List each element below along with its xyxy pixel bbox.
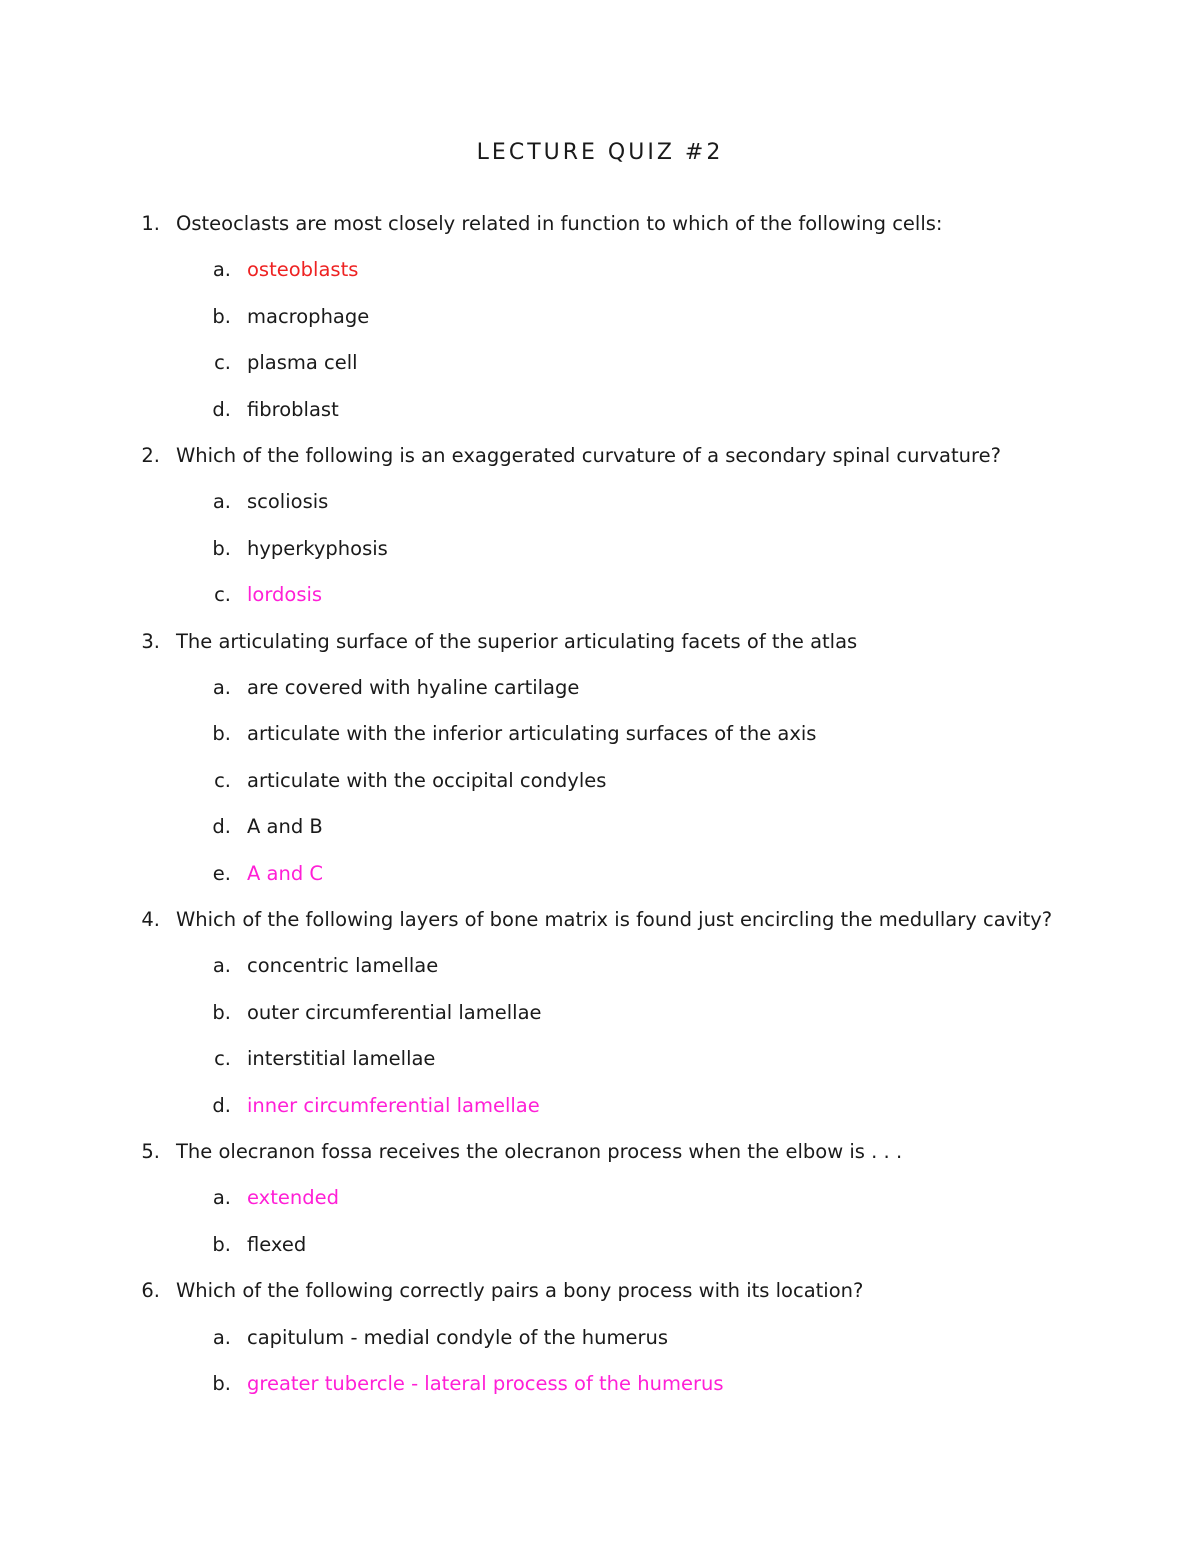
option-letter: c.	[214, 351, 231, 374]
option-text: A and B	[247, 815, 323, 838]
option-text: are covered with hyaline cartilage	[247, 676, 580, 699]
question-text: Which of the following correctly pairs a bony process with its location?	[176, 1279, 864, 1302]
option-text: greater tubercle - lateral process of the humerus	[247, 1372, 724, 1395]
option-text: concentric lamellae	[247, 954, 439, 977]
question-number: 5.	[141, 1140, 160, 1163]
option-letter: a.	[212, 1186, 231, 1209]
option-text: extended	[247, 1186, 339, 1209]
option-letter: b.	[212, 1001, 231, 1024]
option-letter: b.	[212, 722, 231, 745]
option-letter: a.	[212, 954, 231, 977]
option-text: A and C	[247, 862, 324, 885]
option-letter: c.	[214, 583, 231, 606]
option-letter: b.	[212, 537, 231, 560]
question-number: 2.	[141, 444, 160, 467]
question-text: Osteoclasts are most closely related in function to which of the following cells:	[176, 212, 943, 235]
question-number: 3.	[141, 630, 160, 653]
question-number: 4.	[141, 908, 160, 931]
option-text: flexed	[247, 1233, 307, 1256]
option-text: plasma cell	[247, 351, 358, 374]
option-letter: b.	[212, 1233, 231, 1256]
question-text: Which of the following layers of bone matrix is found just encircling the medullary cavity?	[176, 908, 1053, 931]
option-letter: e.	[212, 862, 231, 885]
option-text: articulate with the occipital condyles	[247, 769, 607, 792]
option-text: inner circumferential lamellae	[247, 1094, 540, 1117]
option-text: hyperkyphosis	[247, 537, 388, 560]
option-letter: d.	[212, 398, 231, 421]
option-text: osteoblasts	[247, 258, 359, 281]
option-letter: d.	[212, 1094, 231, 1117]
option-text: macrophage	[247, 305, 370, 328]
option-text: interstitial lamellae	[247, 1047, 436, 1070]
option-letter: d.	[212, 815, 231, 838]
option-letter: b.	[212, 305, 231, 328]
option-text: capitulum - medial condyle of the humerus	[247, 1326, 669, 1349]
option-text: articulate with the inferior articulating surfaces of the axis	[247, 722, 817, 745]
page-title: LECTURE QUIZ #2	[476, 140, 724, 165]
question-number: 6.	[141, 1279, 160, 1302]
question-text: The olecranon fossa receives the olecranon process when the elbow is . . .	[176, 1140, 903, 1163]
option-letter: b.	[212, 1372, 231, 1395]
option-letter: c.	[214, 1047, 231, 1070]
option-letter: a.	[212, 1326, 231, 1349]
question-text: The articulating surface of the superior articulating facets of the atlas	[176, 630, 858, 653]
question-number: 1.	[141, 212, 160, 235]
option-letter: a.	[212, 676, 231, 699]
option-text: fibroblast	[247, 398, 339, 421]
option-text: scoliosis	[247, 490, 329, 513]
question-text: Which of the following is an exaggerated curvature of a secondary spinal curvature?	[176, 444, 1001, 467]
option-text: outer circumferential lamellae	[247, 1001, 542, 1024]
option-letter: a.	[212, 258, 231, 281]
option-letter: a.	[212, 490, 231, 513]
option-letter: c.	[214, 769, 231, 792]
option-text: lordosis	[247, 583, 323, 606]
